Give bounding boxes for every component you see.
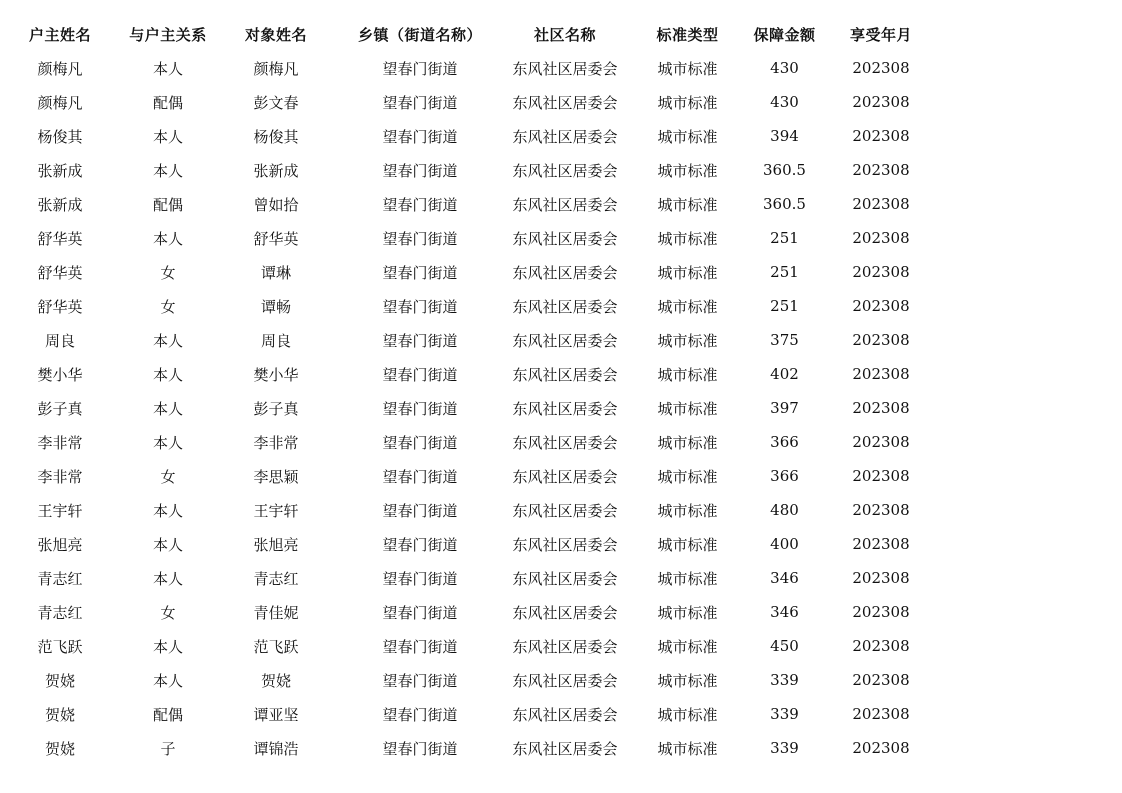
cell-period: 202308 — [852, 637, 910, 655]
cell-head-name: 张新成 — [37, 161, 83, 180]
cell-period: 202308 — [852, 93, 910, 111]
cell-period: 202308 — [852, 569, 910, 587]
cell-period: 202308 — [852, 433, 910, 451]
cell-standard-type: 城市标准 — [657, 739, 718, 758]
cell-relation: 本人 — [152, 535, 183, 554]
cell-standard-type: 城市标准 — [657, 297, 718, 316]
cell-amount: 375 — [770, 331, 799, 349]
cell-member-name: 周良 — [260, 331, 291, 350]
cell-community: 东风社区居委会 — [512, 705, 618, 724]
cell-standard-type: 城市标准 — [657, 671, 718, 690]
cell-community: 东风社区居委会 — [512, 297, 618, 316]
cell-head-name: 舒华英 — [37, 297, 83, 316]
cell-amount: 402 — [770, 365, 799, 383]
cell-subdistrict: 望春门街道 — [382, 229, 458, 248]
cell-standard-type: 城市标准 — [657, 127, 718, 146]
cell-period: 202308 — [852, 535, 910, 553]
cell-period: 202308 — [852, 331, 910, 349]
cell-head-name: 贺娆 — [44, 739, 75, 758]
cell-period: 202308 — [852, 501, 910, 519]
cell-amount: 339 — [770, 705, 799, 723]
cell-member-name: 李非常 — [253, 433, 299, 452]
table-row — [0, 459, 1122, 493]
cell-standard-type: 城市标准 — [657, 331, 718, 350]
header-cell: 与户主关系 — [129, 25, 207, 44]
cell-head-name: 贺娆 — [44, 671, 75, 690]
cell-amount: 400 — [770, 535, 799, 553]
table-row — [0, 731, 1122, 765]
cell-relation: 配偶 — [152, 705, 183, 724]
cell-period: 202308 — [852, 365, 910, 383]
cell-relation: 子 — [160, 739, 176, 758]
cell-community: 东风社区居委会 — [512, 433, 618, 452]
cell-member-name: 贺娆 — [260, 671, 291, 690]
header-cell: 标准类型 — [656, 25, 719, 44]
cell-standard-type: 城市标准 — [657, 229, 718, 248]
cell-relation: 本人 — [152, 127, 183, 146]
cell-member-name: 青佳妮 — [253, 603, 299, 622]
table-row — [0, 595, 1122, 629]
cell-head-name: 舒华英 — [37, 229, 83, 248]
cell-period: 202308 — [852, 739, 910, 757]
cell-member-name: 谭亚坚 — [253, 705, 299, 724]
cell-relation: 女 — [160, 467, 176, 486]
cell-standard-type: 城市标准 — [657, 399, 718, 418]
cell-community: 东风社区居委会 — [512, 501, 618, 520]
header-cell: 乡镇（街道名称） — [357, 25, 482, 44]
cell-period: 202308 — [852, 59, 910, 77]
cell-head-name: 张新成 — [37, 195, 83, 214]
cell-member-name: 谭锦浩 — [253, 739, 299, 758]
cell-subdistrict: 望春门街道 — [382, 263, 458, 282]
cell-member-name: 李思颖 — [253, 467, 299, 486]
cell-community: 东风社区居委会 — [512, 365, 618, 384]
cell-member-name: 谭畅 — [260, 297, 291, 316]
cell-community: 东风社区居委会 — [512, 161, 618, 180]
cell-head-name: 樊小华 — [37, 365, 83, 384]
table-row — [0, 629, 1122, 663]
cell-subdistrict: 望春门街道 — [382, 59, 458, 78]
cell-subdistrict: 望春门街道 — [382, 739, 458, 758]
table-row — [0, 255, 1122, 289]
cell-standard-type: 城市标准 — [657, 535, 718, 554]
cell-subdistrict: 望春门街道 — [382, 535, 458, 554]
header-cell: 对象姓名 — [244, 25, 307, 44]
cell-community: 东风社区居委会 — [512, 603, 618, 622]
cell-community: 东风社区居委会 — [512, 637, 618, 656]
header-cell: 户主姓名 — [28, 25, 91, 44]
cell-head-name: 杨俊其 — [37, 127, 83, 146]
cell-community: 东风社区居委会 — [512, 739, 618, 758]
cell-amount: 360.5 — [763, 195, 806, 213]
cell-amount: 430 — [770, 59, 799, 77]
cell-relation: 本人 — [152, 637, 183, 656]
cell-subdistrict: 望春门街道 — [382, 161, 458, 180]
table-row — [0, 391, 1122, 425]
cell-community: 东风社区居委会 — [512, 399, 618, 418]
cell-amount: 346 — [770, 603, 799, 621]
cell-amount: 251 — [770, 229, 799, 247]
cell-head-name: 范飞跃 — [37, 637, 83, 656]
cell-community: 东风社区居委会 — [512, 671, 618, 690]
cell-community: 东风社区居委会 — [512, 127, 618, 146]
table-row — [0, 697, 1122, 731]
cell-relation: 本人 — [152, 331, 183, 350]
cell-community: 东风社区居委会 — [512, 535, 618, 554]
cell-subdistrict: 望春门街道 — [382, 297, 458, 316]
cell-subdistrict: 望春门街道 — [382, 127, 458, 146]
cell-head-name: 李非常 — [37, 467, 83, 486]
cell-standard-type: 城市标准 — [657, 161, 718, 180]
cell-community: 东风社区居委会 — [512, 93, 618, 112]
cell-standard-type: 城市标准 — [657, 569, 718, 588]
cell-community: 东风社区居委会 — [512, 263, 618, 282]
cell-amount: 360.5 — [763, 161, 806, 179]
cell-period: 202308 — [852, 705, 910, 723]
table-row — [0, 527, 1122, 561]
cell-head-name: 李非常 — [37, 433, 83, 452]
table-row — [0, 119, 1122, 153]
table-row — [0, 493, 1122, 527]
cell-subdistrict: 望春门街道 — [382, 671, 458, 690]
cell-standard-type: 城市标准 — [657, 501, 718, 520]
table-row — [0, 187, 1122, 221]
cell-amount: 397 — [770, 399, 799, 417]
cell-relation: 本人 — [152, 433, 183, 452]
cell-subdistrict: 望春门街道 — [382, 569, 458, 588]
cell-amount: 366 — [770, 467, 799, 485]
cell-subdistrict: 望春门街道 — [382, 365, 458, 384]
cell-standard-type: 城市标准 — [657, 467, 718, 486]
cell-relation: 本人 — [152, 161, 183, 180]
cell-period: 202308 — [852, 297, 910, 315]
cell-member-name: 青志红 — [253, 569, 299, 588]
cell-amount: 450 — [770, 637, 799, 655]
cell-subdistrict: 望春门街道 — [382, 501, 458, 520]
cell-period: 202308 — [852, 195, 910, 213]
cell-subdistrict: 望春门街道 — [382, 399, 458, 418]
cell-period: 202308 — [852, 467, 910, 485]
table-row — [0, 357, 1122, 391]
cell-head-name: 周良 — [44, 331, 75, 350]
cell-subdistrict: 望春门街道 — [382, 637, 458, 656]
cell-standard-type: 城市标准 — [657, 603, 718, 622]
cell-relation: 本人 — [152, 59, 183, 78]
cell-amount: 394 — [770, 127, 799, 145]
cell-head-name: 贺娆 — [44, 705, 75, 724]
cell-period: 202308 — [852, 603, 910, 621]
cell-subdistrict: 望春门街道 — [382, 195, 458, 214]
header-cell: 享受年月 — [849, 25, 912, 44]
cell-standard-type: 城市标准 — [657, 263, 718, 282]
cell-community: 东风社区居委会 — [512, 229, 618, 248]
cell-standard-type: 城市标准 — [657, 433, 718, 452]
cell-relation: 本人 — [152, 671, 183, 690]
cell-community: 东风社区居委会 — [512, 569, 618, 588]
cell-relation: 女 — [160, 263, 176, 282]
cell-member-name: 谭琳 — [260, 263, 291, 282]
cell-period: 202308 — [852, 671, 910, 689]
cell-period: 202308 — [852, 229, 910, 247]
cell-subdistrict: 望春门街道 — [382, 331, 458, 350]
cell-relation: 本人 — [152, 229, 183, 248]
cell-relation: 配偶 — [152, 195, 183, 214]
cell-relation: 本人 — [152, 501, 183, 520]
cell-member-name: 张旭亮 — [253, 535, 299, 554]
table-row — [0, 51, 1122, 85]
cell-member-name: 曾如拾 — [253, 195, 299, 214]
cell-subdistrict: 望春门街道 — [382, 433, 458, 452]
cell-period: 202308 — [852, 263, 910, 281]
cell-head-name: 青志红 — [37, 569, 83, 588]
cell-standard-type: 城市标准 — [657, 365, 718, 384]
cell-relation: 本人 — [152, 569, 183, 588]
cell-head-name: 彭子真 — [37, 399, 83, 418]
cell-member-name: 颜梅凡 — [253, 59, 299, 78]
table-row — [0, 85, 1122, 119]
cell-head-name: 张旭亮 — [37, 535, 83, 554]
table-row — [0, 289, 1122, 323]
cell-amount: 480 — [770, 501, 799, 519]
cell-community: 东风社区居委会 — [512, 467, 618, 486]
table-body — [0, 51, 1122, 765]
cell-relation: 配偶 — [152, 93, 183, 112]
cell-member-name: 彭子真 — [253, 399, 299, 418]
table-row — [0, 663, 1122, 697]
cell-head-name: 颜梅凡 — [37, 59, 83, 78]
cell-head-name: 青志红 — [37, 603, 83, 622]
cell-standard-type: 城市标准 — [657, 93, 718, 112]
table-row — [0, 425, 1122, 459]
cell-head-name: 颜梅凡 — [37, 93, 83, 112]
cell-member-name: 舒华英 — [253, 229, 299, 248]
table-row — [0, 561, 1122, 595]
cell-member-name: 杨俊其 — [253, 127, 299, 146]
cell-subdistrict: 望春门街道 — [382, 467, 458, 486]
cell-head-name: 王宇轩 — [37, 501, 83, 520]
cell-amount: 251 — [770, 297, 799, 315]
cell-amount: 346 — [770, 569, 799, 587]
table-header-row — [0, 17, 1122, 51]
table-row — [0, 323, 1122, 357]
cell-relation: 女 — [160, 297, 176, 316]
cell-member-name: 彭文春 — [253, 93, 299, 112]
cell-relation: 本人 — [152, 399, 183, 418]
header-cell: 社区名称 — [533, 25, 596, 44]
cell-member-name: 范飞跃 — [253, 637, 299, 656]
cell-community: 东风社区居委会 — [512, 195, 618, 214]
cell-period: 202308 — [852, 161, 910, 179]
cell-amount: 339 — [770, 739, 799, 757]
cell-member-name: 樊小华 — [253, 365, 299, 384]
cell-community: 东风社区居委会 — [512, 59, 618, 78]
cell-standard-type: 城市标准 — [657, 705, 718, 724]
cell-standard-type: 城市标准 — [657, 59, 718, 78]
table-row — [0, 221, 1122, 255]
cell-period: 202308 — [852, 127, 910, 145]
cell-community: 东风社区居委会 — [512, 331, 618, 350]
cell-subdistrict: 望春门街道 — [382, 603, 458, 622]
header-cell: 保障金额 — [753, 25, 816, 44]
cell-period: 202308 — [852, 399, 910, 417]
cell-amount: 430 — [770, 93, 799, 111]
cell-head-name: 舒华英 — [37, 263, 83, 282]
cell-subdistrict: 望春门街道 — [382, 705, 458, 724]
cell-relation: 本人 — [152, 365, 183, 384]
recipient-table — [0, 17, 1122, 765]
cell-member-name: 王宇轩 — [253, 501, 299, 520]
cell-member-name: 张新成 — [253, 161, 299, 180]
cell-subdistrict: 望春门街道 — [382, 93, 458, 112]
table-row — [0, 153, 1122, 187]
cell-amount: 251 — [770, 263, 799, 281]
cell-amount: 366 — [770, 433, 799, 451]
cell-relation: 女 — [160, 603, 176, 622]
cell-standard-type: 城市标准 — [657, 637, 718, 656]
cell-standard-type: 城市标准 — [657, 195, 718, 214]
cell-amount: 339 — [770, 671, 799, 689]
